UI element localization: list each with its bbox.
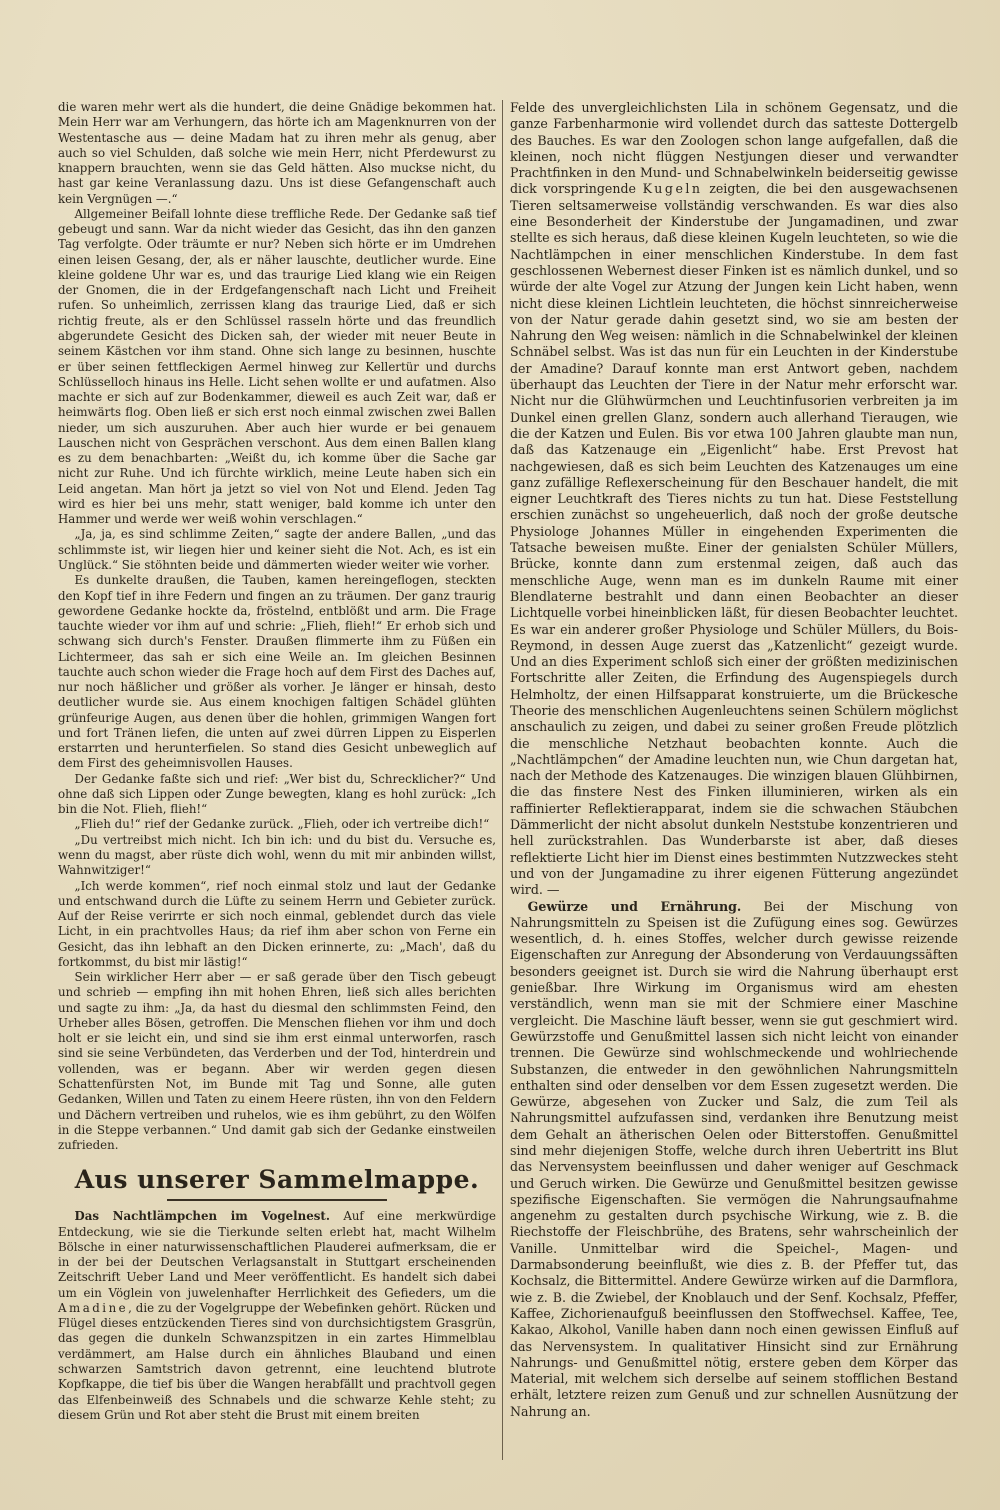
article-paragraph [58,1209,496,1423]
article-text: Auf eine merkwürdige Entdeckung, wie sie die Tierkunde selten erlebt hat, macht Wilhelm Bölsche in einer naturwissenschaftlichen Plauderei aufmerksam, die er in der bei der Deutschen Verlagsanstalt in Stuttgart erscheinenden Zeitschrift Ueber Land und Meer veröffentlicht. Es handelt sich dabei um ein Vöglein von juwelenhafter Herrlichkeit des Gefieders, um die [58,1209,497,1300]
newspaper-page [58,100,958,1460]
article-heading: Das Nachtlämpchen im Vogelnest. [74,1209,330,1224]
article-text: Bei der Mischung von Nahrungsmitteln zu Speisen ist die Zufügung eines sog. Gewürzes wesentlich, d. h. eines Stoffes, welcher durch gewisse reizende Eigenschaften zur Anregung der Absonderung von Verdauungssäften besonders geeignet ist. Durch sie wird die Nahrung überhaupt erst genießbar. Ihre Wirkung im Organismus wird am ehesten verständlich, wenn man sie mit der Schmiere einer Maschine vergleicht. Die Maschine läuft besser, wenn sie gut geschmiert wird. Gewürzstoffe und Genußmittel lassen sich nicht leicht von einander trennen. Die Gewürze sind wohlschmeckende und wohlriechende Substanzen, die entweder in den gewöhnlichen Nahrungsmitteln enthalten sind oder denselben vor dem Essen zugesetzt werden. Die Gewürze, abgesehen von Zucker und Salz, die zum Teil als Nahrungsmittel aufzufassen sind, verdanken ihre Benutzung meist dem Gehalt an ätherischen Oelen oder Bitterstoffen. Genußmittel sind mehr diejenigen Stoffe, welche durch ihren Uebertritt ins Blut das Nervensystem beeinflussen und daher weniger auf Geschmack und Geruch wirken. Die Gewürze und Genußmittel besitzen gewisse spezifische Eigenschaften. Sie vermögen die Nahrungsaufnahme angenehm zu gestalten durch psychische Wirkung, wie z. B. die Riechstoffe der Fleischbrühe, des Bratens, sehr wahrscheinlich der Vanille. Unmittelbar wird die Speichel-, Magen- und Darmabsonderung beeinflußt, wie dies z. B. der Pfeffer tut, das Kochsalz, die Bittermittel. Andere Gewürze wirken auf die Darmflora, wie z. B. die Zwiebel, der Knoblauch und der Senf. Kochsalz, Pfeffer, Kaffee, Zichorienaufguß beeinflussen den Stoffwechsel. Kaffee, Tee, Kakao, Alkohol, Vanille haben dann noch einen gewissen Einfluß auf das Nervensystem. In qualitativer Hinsicht sind zur Ernährung Nahrungs- und Genußmittel nötig, erstere geben dem Körper das Material, mit welchem sich derselbe auf seinem stofflichen Bestand erhält, letztere reizen zum Genuß und zur schnellen Ausnützung der Nahrung an. [510,898,958,1419]
article-emphasis: Amadine [58,1300,129,1315]
story-paragraph: „Ja, ja, es sind schlimme Zeiten,“ sagte der andere Ballen, „und das schlimmste ist, wir liegen hier und keiner sieht die Not. Ach, es ist ein Unglück.“ Sie stöhnten beide und dämmerten wieder weiter wie vorher. [58,527,496,572]
article-paragraph [510,899,958,1421]
story-paragraph: Es dunkelte draußen, die Tauben, kamen hereingeflogen, steckten den Kopf tief in ihre Federn und fingen an zu träumen. Der ganz traurig gewordene Gedanke hockte da, fröstelnd, entblößt und arm. Die Frage tauchte wieder vor ihm auf und schrie: „Flieh, flieh!“ Er erhob sich und schwang sich durch's Fenster. Draußen flimmerte ihm zu Füßen ein Lichtermeer, das sah er sich eine Weile an. Im gleichen Besinnen tauchte auch schon wieder die Frage hoch auf dem First des Daches auf, nur noch häßlicher und größer als vorher. Je länger er hinsah, desto deutlicher wurde sie. Aus einem knochigen faltigen Schädel glühten grünfeurige Augen, aus denen über die hohlen, grimmigen Wangen fort und fort Tränen liefen, die unten auf zwei dürren Lippen zu Eisperlen erstarrten und herunterfielen. So stand dies Gesicht unbeweglich auf dem First des geheimnisvollen Hauses. [58,573,496,771]
column-divider [502,100,503,1460]
story-paragraph: „Ich werde kommen“, rief noch einmal stolz und laut der Gedanke und entschwand durch die Lüfte zu seinem Herrn und Gebieter zurück. Auf der Reise verirrte er sich noch einmal, geblendet durch das viele Licht, in ein prachtvolles Haus; da rief ihm aber schon von Ferne ein Gesicht, das ihn lebhaft an den Dicken erinnerte, zu: „Mach', daß du fortkommst, du bist mir lästig!“ [58,878,496,969]
section-title: Aus unserer Sammelmappe. [74,1165,480,1195]
story-paragraph: Allgemeiner Beifall lohnte diese treffliche Rede. Der Gedanke saß tief gebeugt und sann. War da nicht wieder das Gesicht, das ihn den ganzen Tag verfolgte. Oder träumte er nur? Neben sich hörte er im Umdrehen einen leisen Gesang, der, als er näher lauschte, deutlicher wurde. Eine kleine goldene Uhr war es, und das traurige Lied klang wie ein Reigen der Gnomen, die in der Erdgefangenschaft nach Licht und Freiheit rufen. So unheimlich, zerrissen klang das traurige Lied, daß er sich richtig freute, als er den Schlüssel rasseln hörte und das freundlich abgerundete Gesicht des Dicken sah, der wieder mit neuer Beute in seinem Kästchen vor ihm stand. Ohne sich lange zu besinnen, huschte er über seinen fettfleckigen Aermel hinweg zur Kellertür und durchs Schlüsselloch hinaus ins Helle. Licht sehen wollte er und aufatmen. Also machte er sich auf zur Bodenkammer, dieweil es auch Zeit war, daß er heimwärts flog. Oben ließ er sich erst noch einmal zwischen zwei Ballen nieder, um sich auszuruhen. Aber auch hier wurde er bei genauem Lauschen nicht von Gesprächen verschont. Aus dem einen Ballen klang es zu dem benachbarten: „Weißt du, ich komme über die Sache gar nicht zur Ruhe. Und ich fürchte wirklich, meine Leute haben sich ein Leid angetan. Man hört ja jetzt so viel von Not und Elend. Jeden Tag wird es hier bei uns mehr, statt weniger, bald komme ich unter den Hammer und werde wer weiß wohin verschlagen.“ [58,206,496,527]
story-paragraph: Der Gedanke faßte sich und rief: „Wer bist du, Schrecklicher?“ Und ohne daß sich Lippen oder Zunge bewegten, klang es hohl zurück: „Ich bin die Not. Flieh, flieh!“ [58,771,496,817]
article-text: , die zu der Vogelgruppe der Webefinken gehört. Rücken und Flügel dieses entzückenden Tieres sind von durchsichtigstem Grasgrün, das gegen die dunkeln Schwanzspitzen in ein zartes Himmelblau verdämmert, am Halse durch ein ähnliches Blauband und einen schwarzen Samtstrich davon getrennt, eine leuchtend blutrote Kopfkappe, die tief bis über die Wangen herabfällt und prachtvoll gegen das Elfenbeinweiß des Schnabels und die schwarze Kehle steht; zu diesem Grün und Rot aber steht die Brust mit einem breiten [58,1300,496,1422]
story-paragraph: die waren mehr wert als die hundert, die deine Gnädige bekommen hat. Mein Herr war am Verhungern, das hörte ich am Magenknurren von der Westentasche aus — deine Madam hat zu ihren mehr als genug, aber auch so viel Schulden, daß solche wie mein Herr, nicht Pferdewurst zu knappern brauchten, wenn sie das Geld hätten. Also muckse nicht, du hast gar keine Veranlassung dazu. Uns ist diese Gefangenschaft auch kein Vergnügen —.“ [58,100,496,206]
article-text: zeigten, die bei den ausgewachsenen Tieren seltsamerweise vollständig verschwanden. Es war dies also eine Besonderheit der Kinderstube der Jungamadinen, und zwar stellte es sich heraus, daß diese kleinen Kugeln leuchteten, so wie die Nachtlämpchen in einer menschlichen Kinderstube. In dem fast geschlossenen Webernest dieser Finken ist es nämlich dunkel, und so würde der alte Vogel zur Atzung der Jungen kein Licht haben, wenn nicht diese kleinen Lichtlein leuchteten, die höchst sinnreicherweise von der Natur gerade dahin gesetzt sind, wo sie am besten der Nahrung den Weg weisen: nämlich in die Schnabelwinkel der kleinen Schnäbel selbst. Was ist das nun für ein Leuchten in der Kinderstube der Amadine? Darauf konnte man erst Antwort geben, nachdem überhaupt das Leuchten der Tiere in der Natur mehr erforscht war. Nicht nur die Glühwürmchen und Leuchtinfusorien verbreiten ja im Dunkel einen grellen Glanz, sondern auch allerhand Tieraugen, wie die der Katzen und Eulen. Bis vor etwa 100 Jahren glaubte man nun, daß das Katzenauge ein „Eigenlicht“ habe. Erst Prevost hat nachgewiesen, daß es sich beim Leuchten des Katzenauges um eine ganz zufällige Reflexerscheinung für den Beschauer handelt, die mit eigner Leuchtkraft des Tieres nichts zu tun hat. Diese Feststellung erschien zunächst so ungeheuerlich, daß noch der große deutsche Physiologe Johannes Müller in eingehenden Experimenten die Tatsache beweisen mußte. Einer der genialsten Schüler Müllers, Brücke, konnte dann zum erstenmal zeigen, daß auch das menschliche Auge, wenn man es im dunkeln Raume mit einer Blendlaterne bestrahlt und dann einen Beobachter an dieser Lichtquelle vorbei hineinblicken läßt, für diesen Beobachter leuchtet. Es war ein anderer großer Physiologe und Schüler Müllers, du Bois-Reymond, in dessen Auge zuerst das „Katzenlicht“ gezeigt wurde. Und an dies Experiment schloß sich einer der größten medizinischen Fortschritte aller Zeiten, die Erfindung des Augenspiegels durch Helmholtz, der einen Hilfsapparat konstruierte, um die Brückesche Theorie des menschlichen Augenleuchtens seinen Schülern möglichst anschaulich zu zeigen, und dabei zu seiner großen Freude plötzlich die menschliche Netzhaut beobachten konnte. Auch die „Nachtlämpchen“ der Amadine leuchten nun, wie Chun dargetan hat, nach der Methode des Katzenauges. Die winzigen blauen Glühbirnen, die das finstere Nest des Finken illuminieren, wirken als ein raffinierter Reflektierapparat, indem sie die schwachen Stäubchen Dämmerlicht der nicht absolut dunkeln Neststube konzentrieren und hell zurückstrahlen. Das Wunderbarste ist aber, daß dieses reflektierte Licht hier im Dienst eines bestimmten Nutzzweckes steht und von der Jungamadine zu ihrer eigenen Fütterung angezündet wird. — [510,181,958,898]
article-paragraph [510,100,958,899]
title-underline [167,1199,387,1201]
article-heading: Gewürze und Ernährung. [527,898,742,914]
left-column [58,100,496,1423]
article-text: Felde des unvergleichlichsten Lila in schönem Gegensatz, und die ganze Farbenharmonie wird vollendet durch das satteste Dottergelb des Bauches. Es war den Zoologen schon lange aufgefallen, daß die kleinen, noch nicht flüggen Nestjungen dieser und verwandter Prachtfinken in den Mund- und Schnabelwinkeln beiderseitig gewisse dick vorspringende [510,100,958,197]
article-emphasis: Kugeln [642,181,703,197]
story-paragraph: „Flieh du!“ rief der Gedanke zurück. „Flieh, oder ich vertreibe dich!“ [74,817,490,832]
story-paragraph: Sein wirklicher Herr aber — er saß gerade über den Tisch gebeugt und schrieb — empfing ihn mit hohen Ehren, ließ sich alles berichten und sagte zu ihm: „Ja, da hast du diesmal den schlimmsten Feind, den Urheber alles Bösen, getroffen. Die Menschen fliehen vor ihm und doch holt er sie leicht ein, und sind sie ihm erst einmal unterworfen, rasch sind sie seine Verbündeten, das Verderben und der Tod, hinterdrein und vollenden, was er begann. Aber wir werden gegen diesen Schattenfürsten Not, im Bunde mit Tag und Sonne, alle guten Gedanken, Willen und Taten zu einem Heere rüsten, ihn von den Feldern und Dächern vertreiben und ruhelos, wie es ihm gebührt, zu den Wölfen in die Steppe verbannen.“ Und damit gab sich der Gedanke einstweilen zufrieden. [58,970,496,1153]
story-paragraph: „Du vertreibst mich nicht. Ich bin ich: und du bist du. Versuche es, wenn du magst, aber rüste dich wohl, wenn du mit mir anbinden willst, Wahnwitziger!“ [58,832,496,878]
right-column [510,100,958,1420]
